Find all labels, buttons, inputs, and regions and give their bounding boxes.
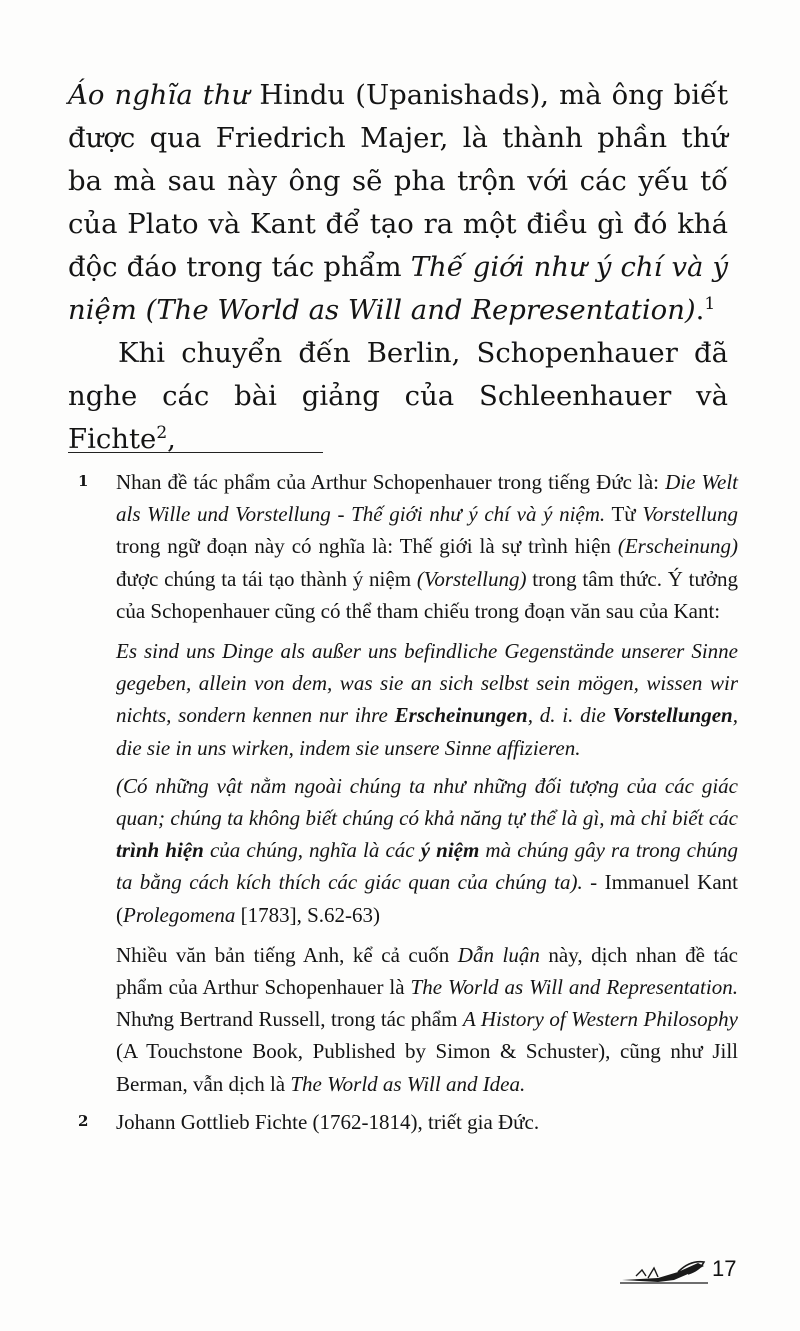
italic-text: The World as Will and Idea. [290,1071,526,1096]
footnote-number: 2 [78,1111,89,1130]
text-run: Es sind uns Dinge als außer uns befindliche Gegenstände unserer Sinne gegeben, allein von dem, was sie an sich selbst sein mögen, wissen wir nichts, sondern kennen nur ihre [116,639,738,728]
italic-text: (Erscheinung) [617,534,738,559]
citation: - Immanuel Kant ( [116,870,738,927]
main-text [68,74,728,461]
citation: [1783], S.62-63) [235,902,381,927]
page-footer [618,1252,738,1292]
text-run: trong ngữ đoạn này có nghĩa là: Thế giới là sự trình hiện [116,534,618,559]
footnote-ref-1: 1 [704,293,716,314]
footnote-body [116,466,738,627]
kant-quote-german [116,635,738,764]
italic-text: (Vorstellung) [416,566,527,591]
italic-text: A History of Western Philosophy [462,1007,738,1032]
footnote-separator [68,452,323,453]
text-run: (A Touchstone Book, Published by Simon & Schuster), cũng như Jill Berman, vẫn dịch là [116,1039,738,1096]
paragraph-2 [68,332,728,461]
text-run: Nhan đề tác phẩm của Arthur Schopenhauer trong tiếng Đức là: [116,470,666,494]
text-run: của chúng, nghĩa là các [203,838,421,863]
text-run: trong tâm thức. Ý tưởng của Schopenhauer cũng có thể tham chiếu trong đoạn văn sau của Kant: [116,566,739,623]
footnote-1 [68,466,738,1100]
text-run: Nhưng Bertrand Russell, trong tác phẩm [116,1007,463,1032]
bold-text: trình hiện [116,838,204,863]
footnotes [68,466,738,1138]
quill-pen-ornament-icon [618,1258,710,1288]
italic-text: Die Welt als Wille und Vorstellung - Thế giới như ý chí và ý niệm. [116,470,738,527]
bold-text: Erscheinungen [394,703,528,728]
text-run: Hindu (Upanishads), mà ông biết được qua Friedrich Majer, là thành phần thứ ba mà sau này ông sẽ pha trộn với các yếu tố của Plato và Kant để tạo ra một điều gì đó khá độc đáo trong tác phẩm [68,79,728,283]
text-run: mà chúng gây ra trong chúng ta bằng cách kích thích các giác quan của chúng ta). [116,838,739,895]
text-run: Từ [605,502,643,527]
text-run: , die sie in uns wirken, indem sie unsere Sinne affizieren. [116,703,738,760]
text-run: Nhiều văn bản tiếng Anh, kể cả cuốn [116,942,458,967]
italic-text: Dẫn luận [457,942,540,967]
text-run: . [695,294,705,326]
text-run: này, dịch nhan đề tác phẩm của Arthur Schopenhauer là [116,942,739,1000]
bold-text: ý niệm [420,838,480,863]
footnote-2 [68,1106,738,1138]
italic-text: The World as Will and Representation. [410,975,738,1000]
italic-text: Vorstellung [642,502,738,527]
footnote-ref-2: 2 [156,422,168,443]
text-run: (Có những vật nằm ngoài chúng ta như những đối tượng của các giác quan; chúng ta không biết chúng có khả năng tự thể là gì, mà chỉ biết các [116,773,738,831]
footnote-continuation [116,939,738,1100]
text-run: , [167,423,176,455]
text-run: được chúng ta tái tạo thành ý niệm [116,566,417,591]
kant-quote-translation [116,770,738,931]
bold-text: Vorstellungen [612,703,733,728]
text-run: Khi chuyển đến Berlin, Schopenhauer đã nghe các bài giảng của Schleenhauer và Fichte [68,337,728,455]
footnote-body: Johann Gottlieb Fichte (1762-1814), triết gia Đức. [116,1109,540,1134]
italic-text: Prolegomena [123,902,236,927]
text-run: , d. i. die [527,703,613,728]
footnote-number: 1 [78,472,89,490]
paragraph-1 [68,74,728,332]
italic-title: Thế giới như ý chí và ý niệm (The World as Will and Representation) [68,251,729,326]
italic-text: Áo nghĩa thư [68,79,250,111]
page-number: 17 [712,1256,737,1281]
